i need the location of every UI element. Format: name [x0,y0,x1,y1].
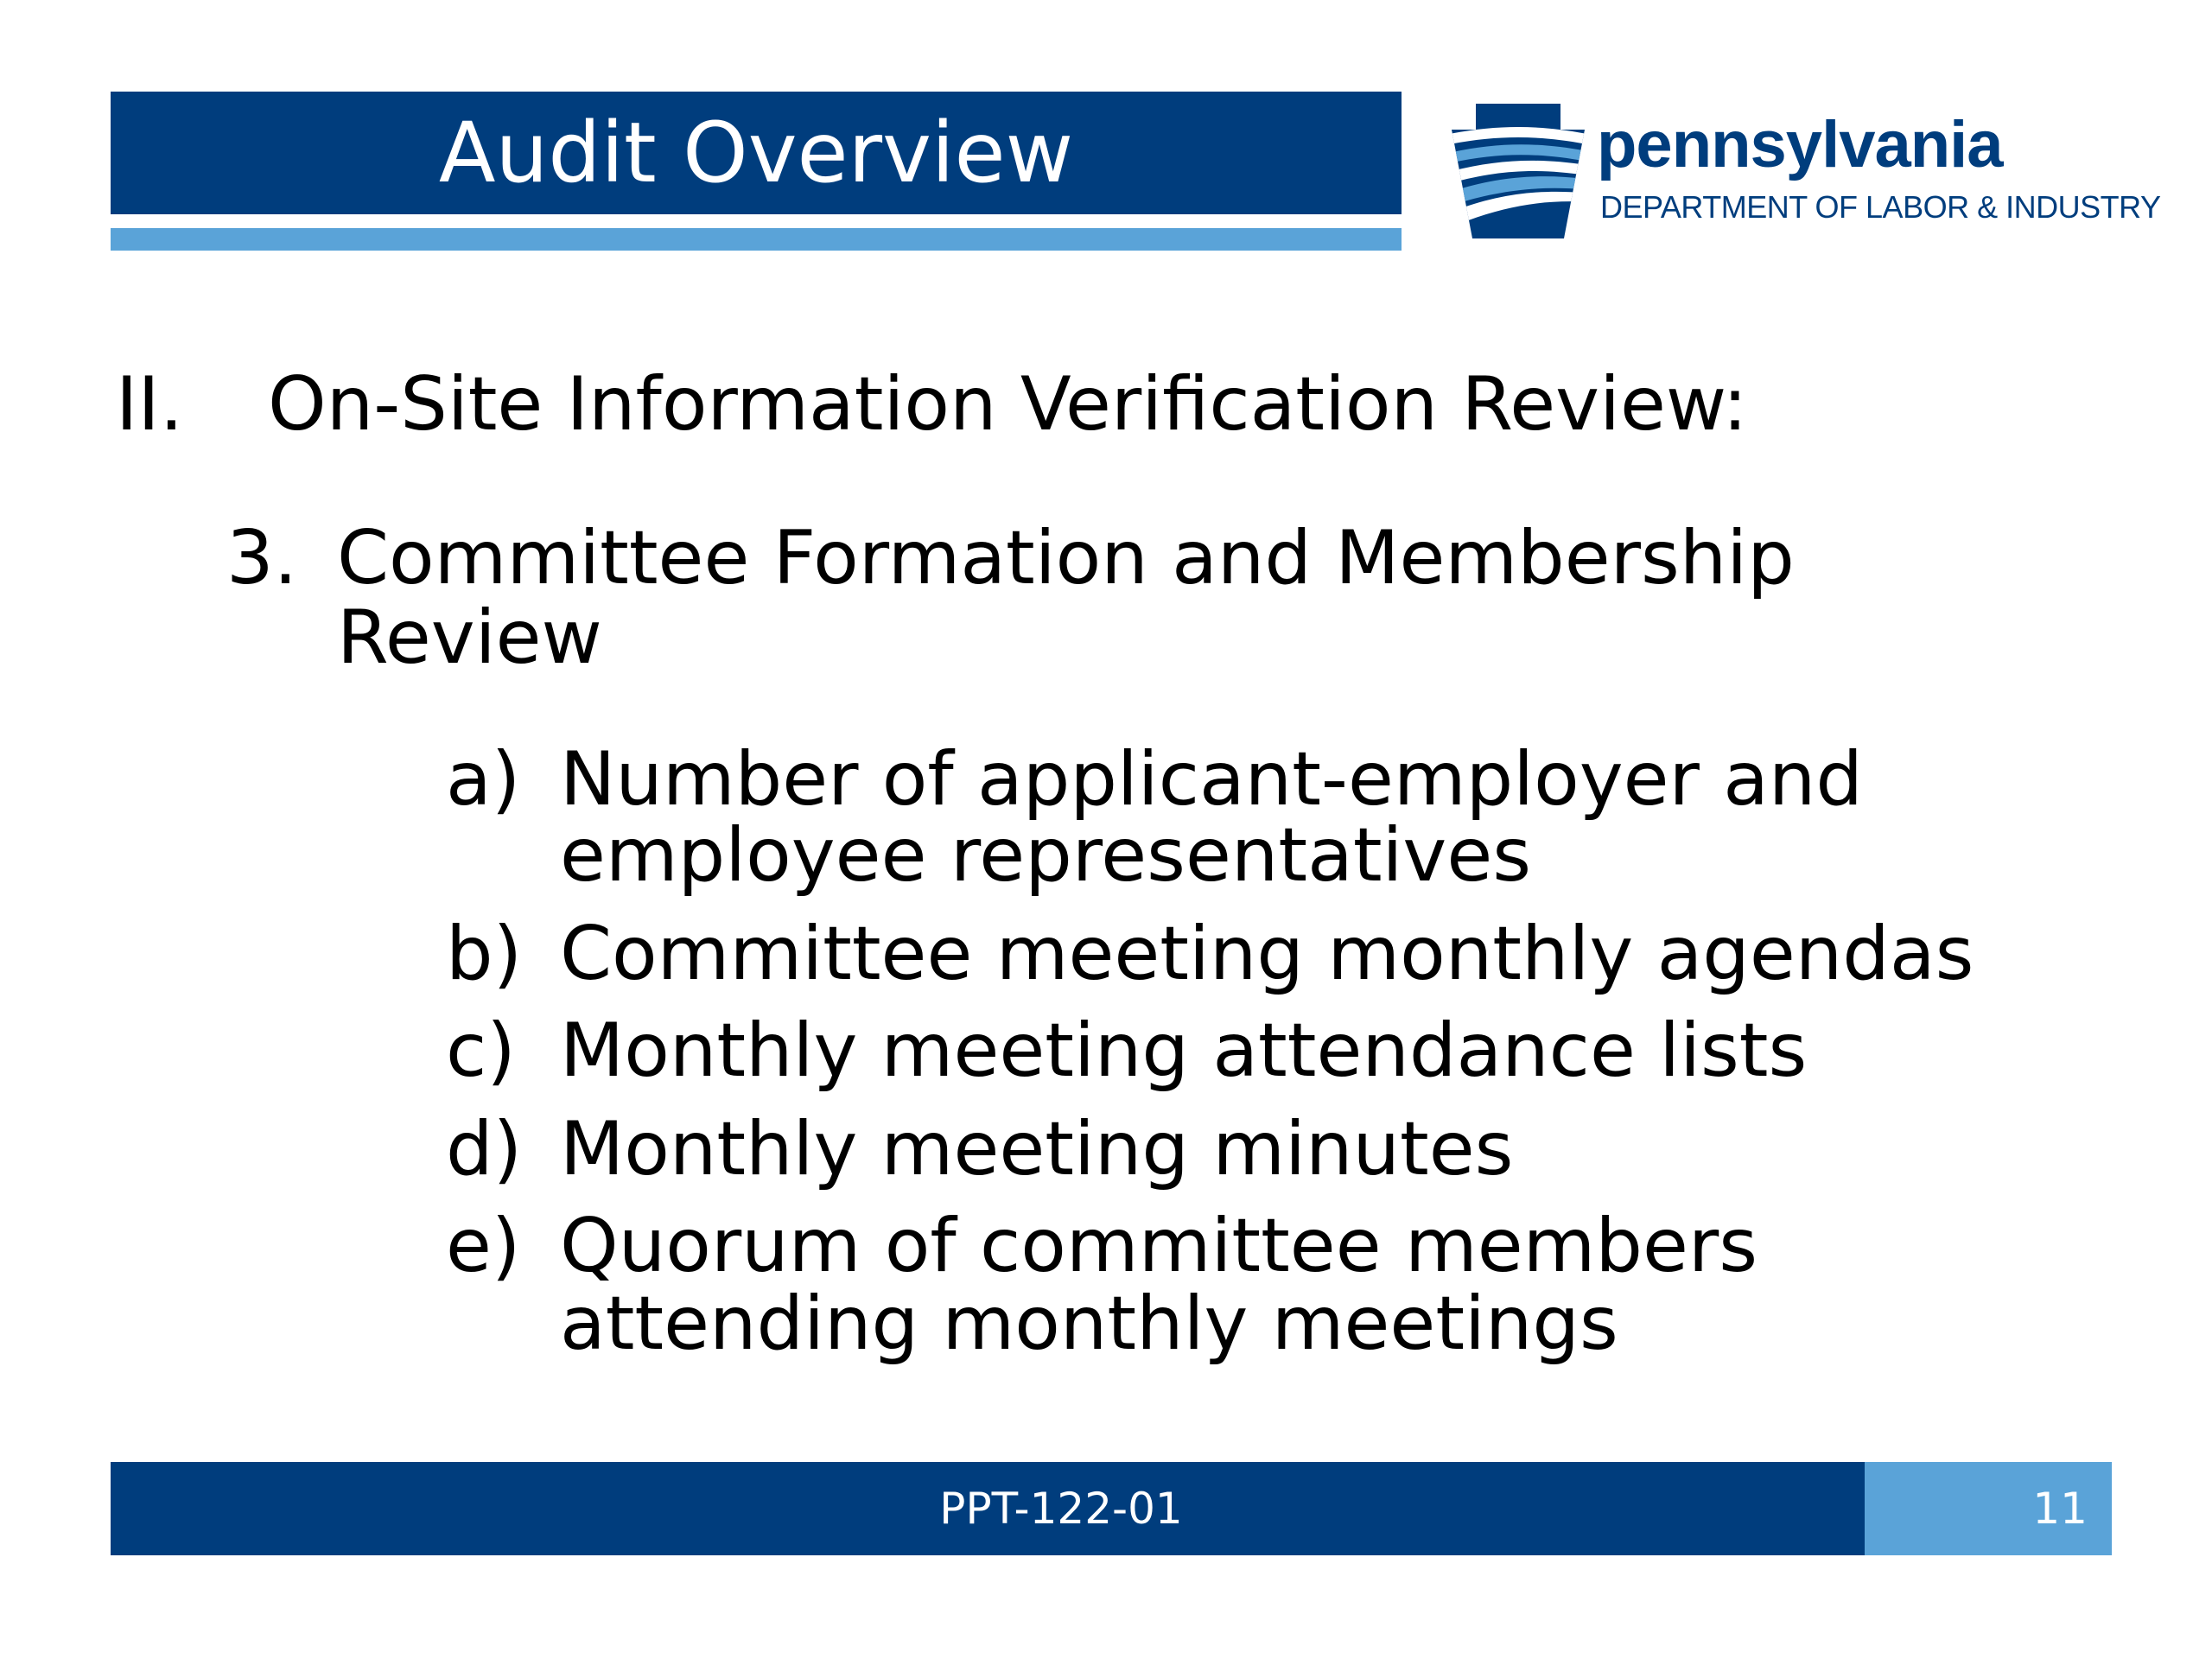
subitem-a-line-1: Number of applicant-employer and [560,736,1864,823]
subitem-marker-d: d) [446,1106,523,1192]
section-heading: On-Site Information Verification Review: [268,361,1748,448]
section-marker: II. [116,361,184,448]
subitem-b-line-1: Committee meeting monthly agendas [560,911,1974,997]
subitem-marker-c: c) [446,1007,516,1094]
item-line-1: Committee Formation and Membership [337,515,1795,601]
subitem-marker-a: a) [446,736,521,823]
slide-title: Audit Overview [438,105,1074,201]
subitem-e-line-2: attending monthly meetings [560,1281,1618,1367]
subitem-marker-e: e) [446,1203,521,1289]
footer-code-wrap [0,1462,2122,1555]
footer-code: PPT-122-01 [939,1484,1183,1534]
subitem-a-line-2: employee representatives [560,812,1532,899]
page-number: 11 [2032,1484,2088,1534]
subitem-e-line-1: Quorum of committee members [560,1203,1758,1289]
item-marker: 3. [226,515,298,601]
logo-name: pennsylvania [1597,108,2003,181]
title-bar [111,92,1402,214]
subitem-c-line-1: Monthly meeting attendance lists [560,1007,1808,1094]
pa-labor-logo [1445,100,2161,242]
item-line-2: Review [337,594,602,681]
keystone-icon [1445,100,1592,242]
subitem-d-line-1: Monthly meeting minutes [560,1106,1514,1192]
title-underline [111,228,1402,251]
logo-department: DEPARTMENT OF LABOR & INDUSTRY [1600,189,2161,225]
subitem-marker-b: b) [446,911,523,997]
